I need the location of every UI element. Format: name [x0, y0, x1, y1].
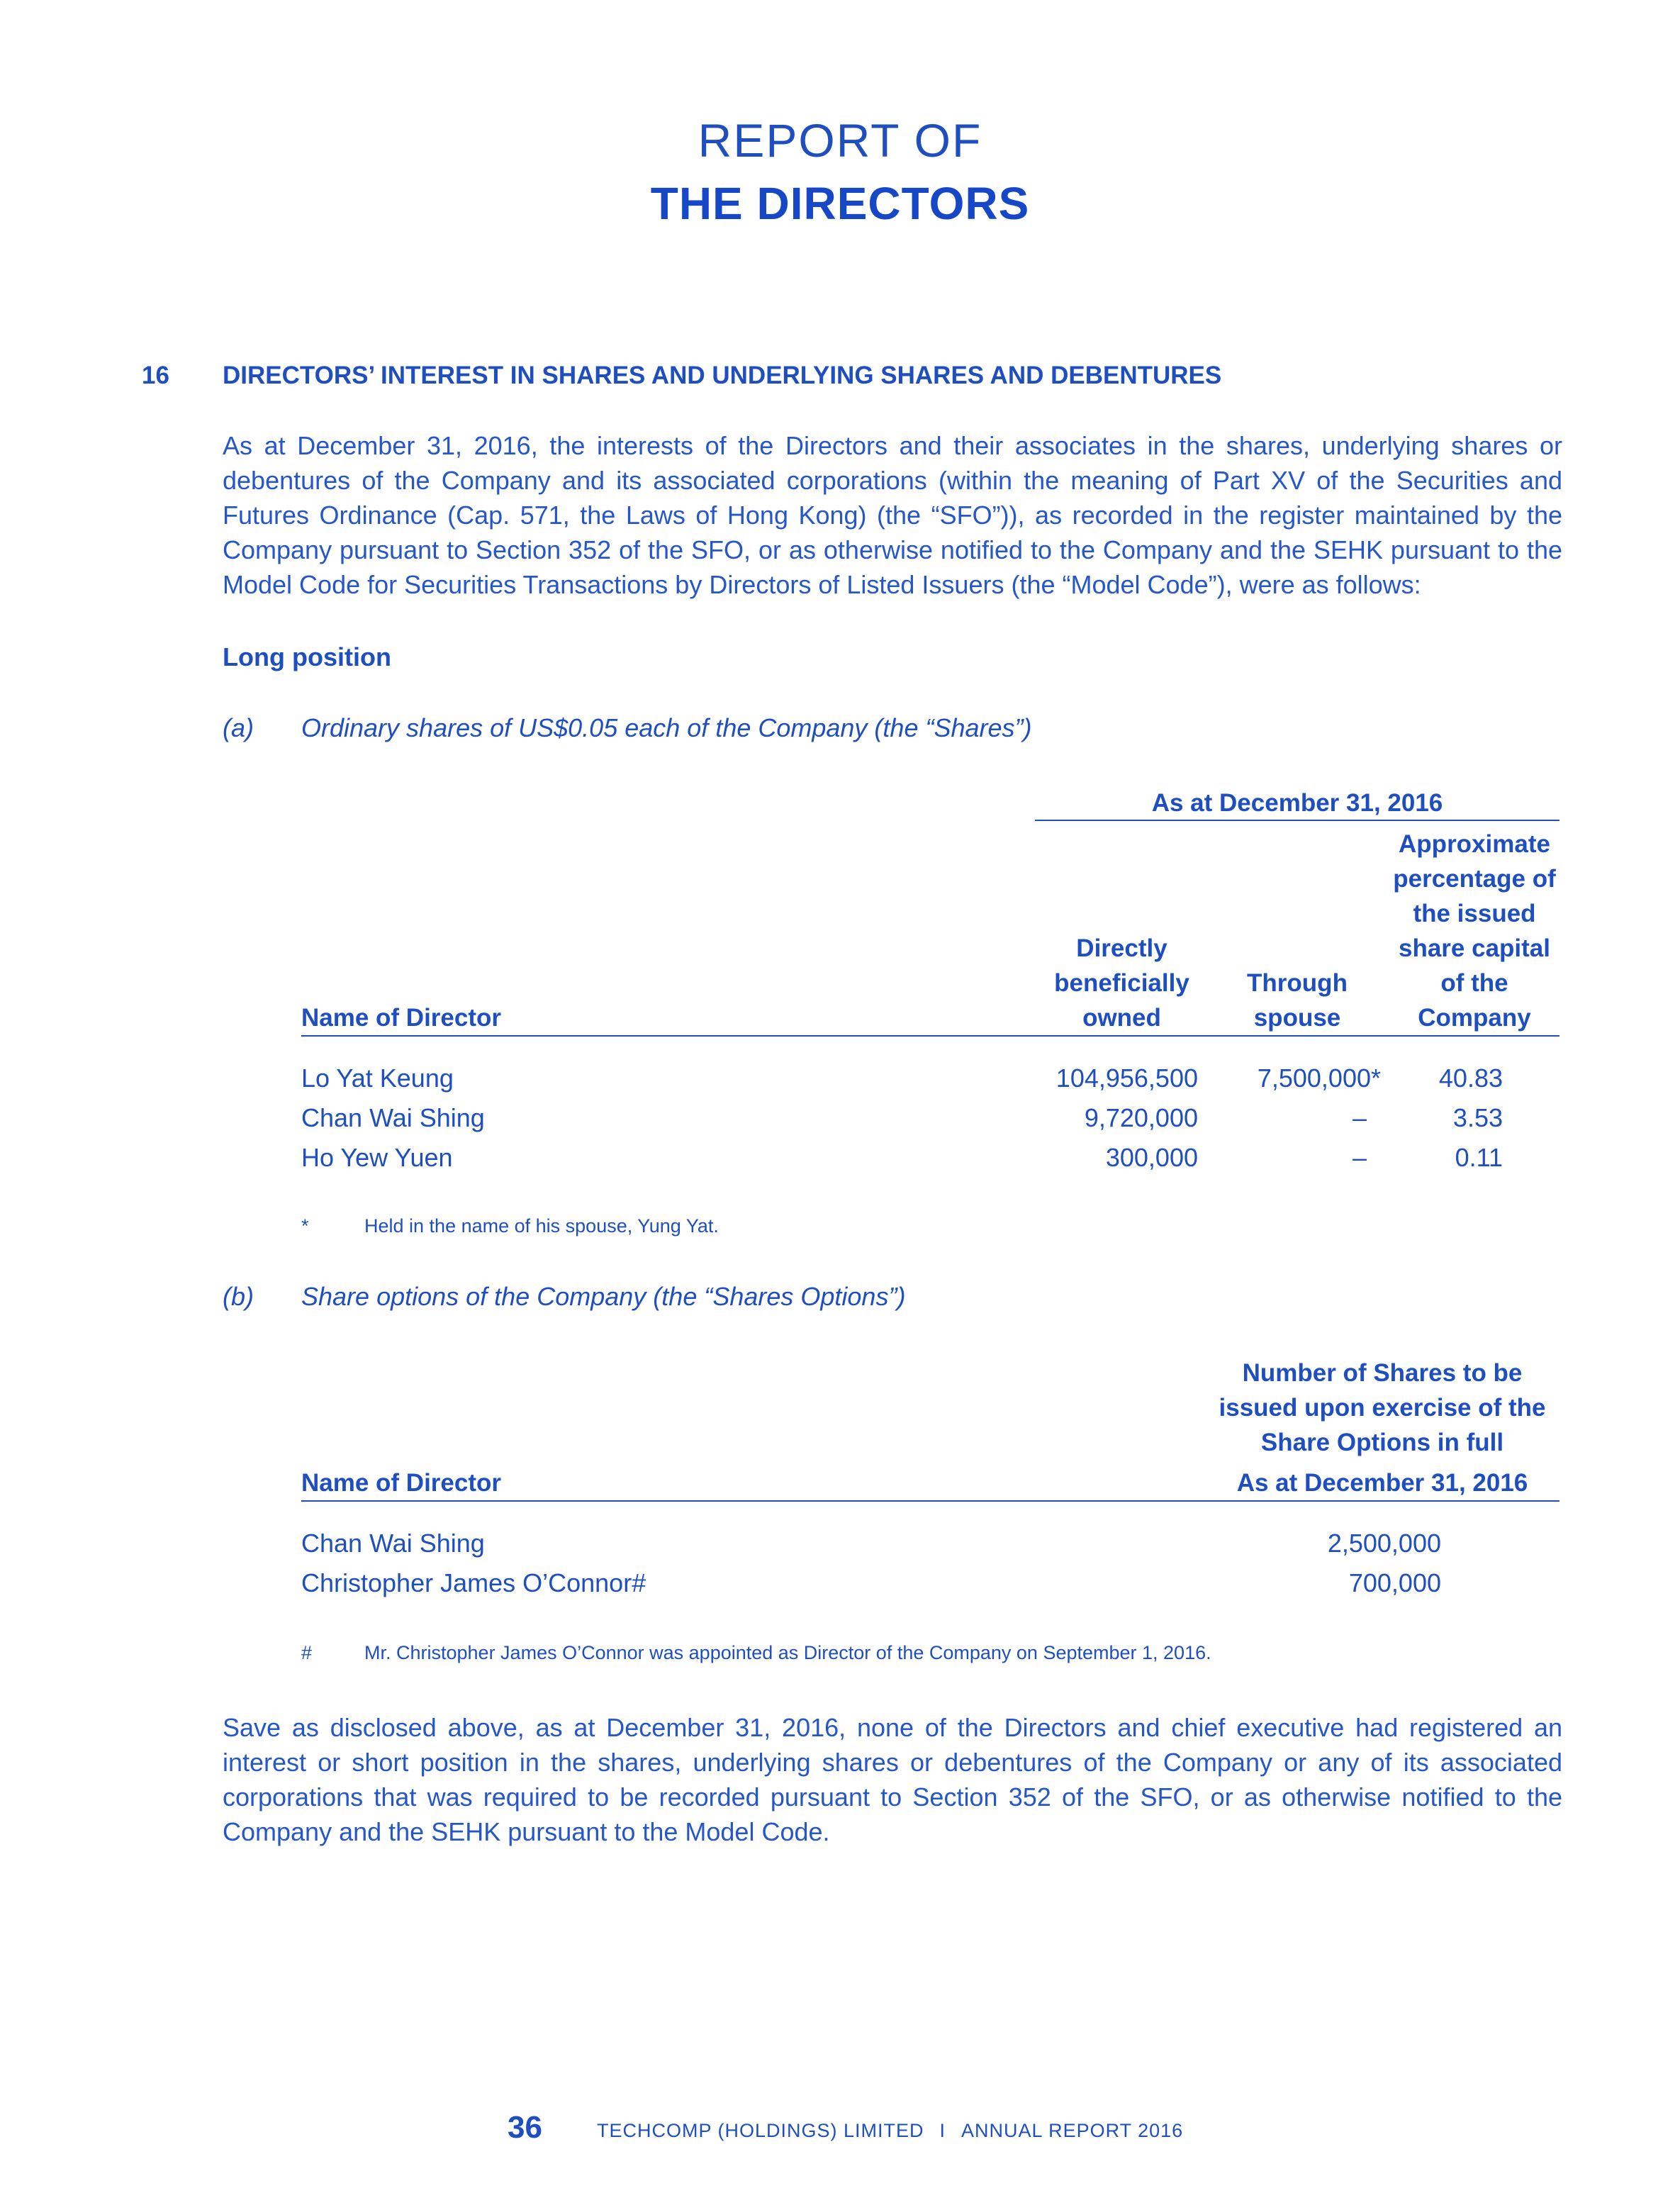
section-title: DIRECTORS’ INTEREST IN SHARES AND UNDERLYING SHARES AND DEBENTURES	[223, 362, 1222, 389]
footer-divider: I	[939, 2120, 946, 2141]
table-a-group-header: As at December 31, 2016	[1151, 789, 1443, 817]
table-a-row-2-spouse: –	[1352, 1103, 1367, 1132]
table-b-row-2-name: Christopher James O’Connor#	[301, 1568, 646, 1597]
footer-report: ANNUAL REPORT 2016	[961, 2120, 1184, 2141]
page-number: 36	[508, 2110, 542, 2145]
table-b-col-date: As at December 31, 2016	[1236, 1469, 1528, 1497]
footer-text	[597, 2120, 1183, 2142]
table-a-note-text: Held in the name of his spouse, Yung Yat.	[364, 1215, 719, 1237]
table-a-row-2-direct: 9,720,000	[1084, 1103, 1198, 1132]
table-a-row-3-name: Ho Yew Yuen	[301, 1143, 453, 1172]
long-position-heading: Long position	[223, 642, 391, 671]
table-b-row-1-name: Chan Wai Shing	[301, 1529, 485, 1558]
table-a-row-2-pct: 3.53	[1452, 1103, 1503, 1132]
part-a-title: Ordinary shares of US$0.05 each of the Company (the “Shares”)	[301, 713, 1032, 742]
table-a-row-3-direct: 300,000	[1105, 1143, 1198, 1172]
part-a-marker: (a)	[223, 713, 254, 742]
table-b-row-1-shares: 2,500,000	[1327, 1529, 1441, 1558]
section-number: 16	[142, 362, 169, 389]
footer-company: TECHCOMP (HOLDINGS) LIMITED	[597, 2120, 924, 2141]
report-title-line1: REPORT OF	[698, 114, 982, 167]
table-a-row-1-name: Lo Yat Keung	[301, 1064, 454, 1093]
table-b-header-rule	[301, 1500, 1559, 1502]
table-b-row-2-shares: 700,000	[1348, 1568, 1441, 1597]
table-a-row-1-direct: 104,956,500	[1055, 1064, 1198, 1093]
table-a-row-1-spouse: 7,500,000*	[1257, 1064, 1381, 1093]
intro-paragraph: As at December 31, 2016, the interests of the Directors and their associates in the shares, underlying shares or debentures of the Company and its associated corporations (within the meaning of Part XV of the Securities and Futures Ordinance (Cap. 571, the Laws of Hong Kong) (the “SFO”)), as recorded in the register maintained by the Company pursuant to Section 352 of the SFO, or as otherwise notified to the Company and the SEHK pursuant to the Model Code for Securities Transactions by Directors of Listed Issuers (the “Model Code”), were as follows:	[223, 431, 1562, 599]
table-a-row-3-pct: 0.11	[1455, 1143, 1503, 1172]
table-a-row-2-name: Chan Wai Shing	[301, 1103, 485, 1132]
table-a-header-rule	[301, 1035, 1559, 1037]
table-b-note-text: Mr. Christopher James O’Connor was appointed as Director of the Company on September 1, 2016.	[364, 1642, 1211, 1663]
closing-paragraph: Save as disclosed above, as at December 31, 2016, none of the Directors and chief executive had registered an interest or short position in the shares, underlying shares or debentures of the Company or any of its associated corporations that was required to be recorded pursuant to Section 352 of the SFO, or as otherwise notified to the Company and the SEHK pursuant to the Model Code.	[223, 1713, 1562, 1846]
table-a-col-direct: Directly beneficially owned	[1054, 934, 1189, 1032]
table-b-col-shares: Number of Shares to be issued upon exercise of the Share Options in full	[1219, 1359, 1546, 1456]
table-b-note-mark: #	[301, 1642, 313, 1663]
table-a-row-3-spouse: –	[1352, 1143, 1367, 1172]
part-b-marker: (b)	[223, 1282, 254, 1311]
table-a-row-1-pct: 40.83	[1438, 1064, 1503, 1093]
report-title-line2: THE DIRECTORS	[650, 178, 1030, 229]
table-a-group-rule	[1035, 820, 1559, 821]
table-a-col-name: Name of Director	[301, 1004, 502, 1032]
table-a-note-mark: *	[301, 1215, 309, 1237]
table-b-col-name: Name of Director	[301, 1469, 502, 1497]
table-a-col-pct: Approximate percentage of the issued share capital of the Company	[1393, 830, 1556, 1032]
part-b-title: Share options of the Company (the “Shares Options”)	[301, 1282, 906, 1311]
table-a-col-spouse: Through spouse	[1247, 969, 1348, 1032]
